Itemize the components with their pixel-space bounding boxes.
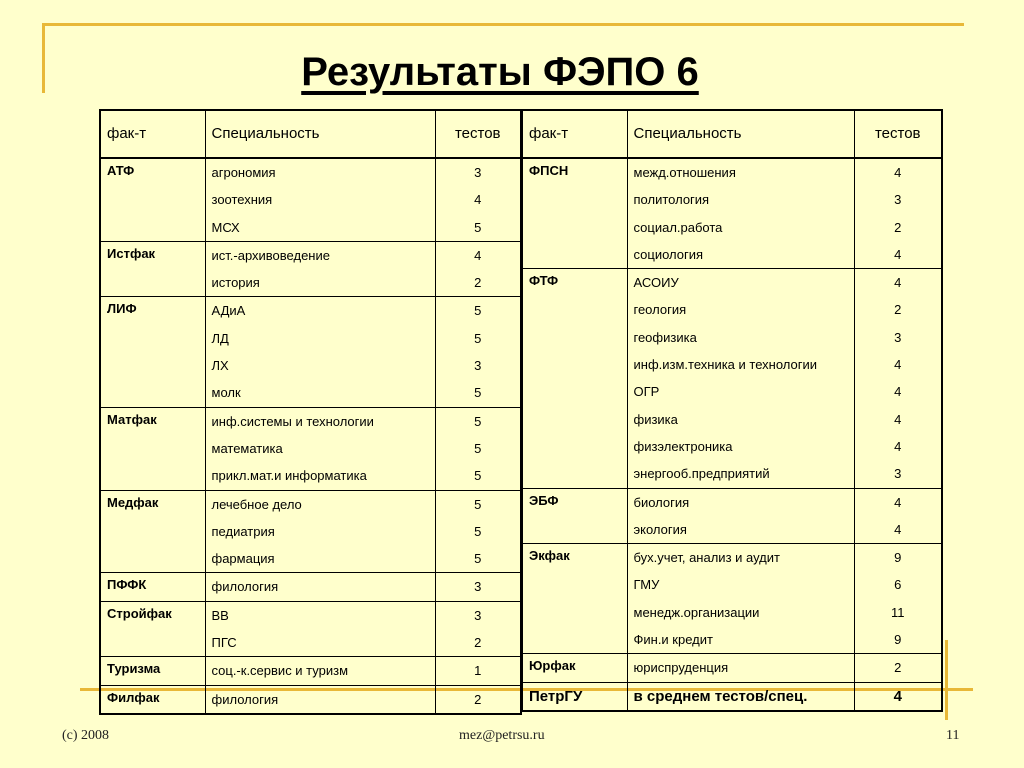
specialty-cell: история: [205, 269, 435, 297]
specialty-cell: АСОИУ: [627, 269, 854, 297]
faculty-cell: ЛИФ: [100, 297, 205, 325]
faculty-cell: [522, 516, 627, 544]
faculty-cell: [100, 379, 205, 407]
specialty-cell: физика: [627, 406, 854, 433]
faculty-cell: [522, 460, 627, 488]
specialty-cell: биология: [627, 488, 854, 516]
tests-cell: 3: [435, 352, 521, 379]
faculty-cell: Филфак: [100, 685, 205, 714]
header-spec: Специальность: [205, 110, 435, 158]
faculty-cell: [522, 433, 627, 460]
summary-label: в среднем тестов/спец.: [627, 682, 854, 711]
specialty-cell: политология: [627, 186, 854, 213]
table-header-row: [522, 110, 942, 158]
faculty-cell: [100, 186, 205, 213]
specialty-cell: менедж.организации: [627, 599, 854, 626]
results-table-right: [521, 109, 943, 712]
specialty-cell: соц.-к.сервис и туризм: [205, 657, 435, 685]
tests-cell: 5: [435, 214, 521, 242]
specialty-cell: физэлектроника: [627, 433, 854, 460]
faculty-cell: Истфак: [100, 241, 205, 269]
summary-value: 4: [854, 682, 942, 711]
specialty-cell: бух.учет, анализ и аудит: [627, 544, 854, 572]
specialty-cell: ист.-архивоведение: [205, 241, 435, 269]
tests-cell: 1: [435, 657, 521, 685]
faculty-cell: [522, 351, 627, 378]
faculty-cell: Юрфак: [522, 654, 627, 682]
header-fak: фак-т: [100, 110, 205, 158]
table-row: [522, 158, 942, 186]
header-spec: Специальность: [627, 110, 854, 158]
table-row: [100, 601, 521, 629]
faculty-cell: ЭБФ: [522, 488, 627, 516]
results-table-left: [99, 109, 522, 715]
footer-copyright: (c) 2008: [62, 728, 110, 743]
table-row: [100, 297, 521, 325]
table-row: [100, 490, 521, 518]
tests-cell: 3: [854, 460, 942, 488]
faculty-cell: [522, 571, 627, 598]
specialty-cell: энергооб.предприятий: [627, 460, 854, 488]
table-row: [522, 296, 942, 323]
specialty-cell: инф.системы и технологии: [205, 407, 435, 435]
table-row: [522, 544, 942, 572]
specialty-cell: геофизика: [627, 324, 854, 351]
table-row: [522, 406, 942, 433]
faculty-cell: [100, 518, 205, 545]
tests-cell: 6: [854, 571, 942, 598]
faculty-cell: [522, 214, 627, 241]
faculty-cell: [522, 186, 627, 213]
faculty-cell: [100, 214, 205, 242]
tests-cell: 4: [435, 186, 521, 213]
faculty-cell: Матфак: [100, 407, 205, 435]
tests-cell: 4: [854, 269, 942, 297]
specialty-cell: агрономия: [205, 158, 435, 186]
table-row: [100, 352, 521, 379]
specialty-cell: Фин.и кредит: [627, 626, 854, 654]
faculty-cell: Туризма: [100, 657, 205, 685]
faculty-cell: Медфак: [100, 490, 205, 518]
specialty-cell: социология: [627, 241, 854, 269]
tests-cell: 9: [854, 626, 942, 654]
specialty-cell: ПГС: [205, 629, 435, 657]
specialty-cell: МСХ: [205, 214, 435, 242]
tests-cell: 3: [435, 601, 521, 629]
faculty-cell: [100, 435, 205, 462]
tests-cell: 4: [854, 378, 942, 405]
tests-cell: 5: [435, 435, 521, 462]
table-row: [100, 518, 521, 545]
faculty-cell: [100, 325, 205, 352]
faculty-cell: [100, 545, 205, 573]
faculty-cell: [522, 241, 627, 269]
table-row: [100, 573, 521, 601]
footer-email: mez@petrsu.ru: [459, 728, 545, 743]
faculty-cell: [100, 269, 205, 297]
tests-cell: 5: [435, 462, 521, 490]
tests-cell: 5: [435, 379, 521, 407]
tests-cell: 3: [854, 324, 942, 351]
tests-cell: 2: [854, 296, 942, 323]
specialty-cell: лечебное дело: [205, 490, 435, 518]
tests-cell: 5: [435, 490, 521, 518]
specialty-cell: прикл.мат.и информатика: [205, 462, 435, 490]
tests-cell: 5: [435, 297, 521, 325]
table-row: [100, 545, 521, 573]
tests-cell: 9: [854, 544, 942, 572]
tests-cell: 5: [435, 545, 521, 573]
specialty-cell: зоотехния: [205, 186, 435, 213]
table-row: [522, 599, 942, 626]
table-row: [522, 269, 942, 297]
tests-cell: 2: [854, 214, 942, 241]
specialty-cell: экология: [627, 516, 854, 544]
table-row: [100, 379, 521, 407]
tests-cell: 4: [854, 241, 942, 269]
tests-cell: 2: [435, 629, 521, 657]
table-row: [522, 214, 942, 241]
table-row: [100, 685, 521, 714]
table-header-row: [100, 110, 521, 158]
summary-row: [522, 682, 942, 711]
specialty-cell: социал.работа: [627, 214, 854, 241]
table-row: [100, 325, 521, 352]
table-row: [522, 460, 942, 488]
table-row: [100, 269, 521, 297]
table-row: [522, 654, 942, 682]
summary-fak: ПетрГУ: [522, 682, 627, 711]
tests-cell: 3: [854, 186, 942, 213]
faculty-cell: ПФФК: [100, 573, 205, 601]
specialty-cell: молк: [205, 379, 435, 407]
tests-cell: 11: [854, 599, 942, 626]
tests-cell: 4: [854, 433, 942, 460]
specialty-cell: педиатрия: [205, 518, 435, 545]
table-row: [522, 571, 942, 598]
specialty-cell: АДиА: [205, 297, 435, 325]
tests-cell: 3: [435, 158, 521, 186]
tests-cell: 5: [435, 407, 521, 435]
tests-cell: 4: [854, 158, 942, 186]
table-row: [100, 158, 521, 186]
tests-cell: 5: [435, 325, 521, 352]
faculty-cell: АТФ: [107, 163, 135, 178]
faculty-cell: Стройфак: [100, 601, 205, 629]
table-row: [522, 516, 942, 544]
specialty-cell: межд.отношения: [627, 158, 854, 186]
table-row: [100, 241, 521, 269]
table-row: [522, 351, 942, 378]
specialty-cell: геология: [627, 296, 854, 323]
faculty-cell: [522, 406, 627, 433]
specialty-cell: ОГР: [627, 378, 854, 405]
header-tests: тестов: [435, 110, 521, 158]
tests-cell: 2: [854, 654, 942, 682]
header-fak: фак-т: [522, 110, 627, 158]
table-row: [522, 433, 942, 460]
table-row: [522, 324, 942, 351]
specialty-cell: филология: [205, 685, 435, 714]
faculty-cell: [100, 462, 205, 490]
faculty-cell: ФПСН: [529, 163, 569, 178]
decor-line-top: [42, 23, 964, 26]
table-row: [522, 378, 942, 405]
tests-cell: 5: [435, 518, 521, 545]
table-row: [522, 626, 942, 654]
specialty-cell: ВВ: [205, 601, 435, 629]
faculty-cell: [100, 352, 205, 379]
faculty-cell: [522, 324, 627, 351]
specialty-cell: фармация: [205, 545, 435, 573]
page-title: Результаты ФЭПО 6: [301, 50, 699, 94]
table-row: [522, 186, 942, 213]
tests-cell: 4: [854, 516, 942, 544]
specialty-cell: филология: [205, 573, 435, 601]
table-row: [100, 214, 521, 242]
decor-line-right: [945, 640, 948, 720]
faculty-cell: [522, 599, 627, 626]
table-row: [100, 462, 521, 490]
tests-cell: 4: [854, 351, 942, 378]
specialty-cell: ГМУ: [627, 571, 854, 598]
table-row: [100, 407, 521, 435]
header-tests: тестов: [854, 110, 942, 158]
table-row: [100, 657, 521, 685]
table-row: [100, 186, 521, 213]
tests-cell: 4: [435, 241, 521, 269]
faculty-cell: [522, 626, 627, 654]
table-row: [522, 241, 942, 269]
tests-cell: 2: [435, 685, 521, 714]
faculty-cell: [522, 296, 627, 323]
specialty-cell: юриспруденция: [627, 654, 854, 682]
faculty-cell: [100, 629, 205, 657]
table-row: [522, 488, 942, 516]
table-row: [100, 435, 521, 462]
tests-cell: 4: [854, 406, 942, 433]
specialty-cell: ЛД: [205, 325, 435, 352]
specialty-cell: инф.изм.техника и технологии: [627, 351, 854, 378]
tests-cell: 4: [854, 488, 942, 516]
faculty-cell: [522, 378, 627, 405]
footer-page-number: 11: [946, 728, 960, 743]
tests-cell: 3: [435, 573, 521, 601]
faculty-cell: Экфак: [522, 544, 627, 572]
tests-cell: 2: [435, 269, 521, 297]
table-row: [100, 629, 521, 657]
faculty-cell: ФТФ: [522, 269, 627, 297]
specialty-cell: математика: [205, 435, 435, 462]
specialty-cell: ЛХ: [205, 352, 435, 379]
